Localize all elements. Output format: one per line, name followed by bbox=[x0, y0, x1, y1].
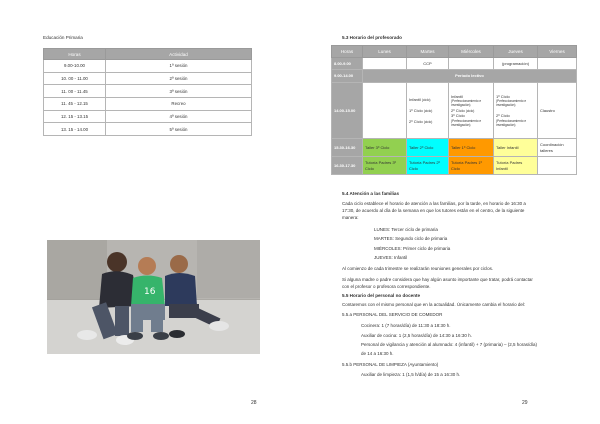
cell-miercoles-ciclos bbox=[449, 83, 494, 139]
activity-cell: 5ª sesión bbox=[106, 123, 252, 136]
col-header-miercoles: Miércoles bbox=[449, 46, 494, 58]
cell-programacion: (programación) bbox=[494, 58, 538, 70]
list-item: Auxiliar de cocina: 1 (2,5 horas/día) de 14:30 a 16:30 h. bbox=[361, 332, 472, 338]
text-line: Contaremos con el mismo personal que en la actualidad. Únicamente cambia el horario del: bbox=[342, 302, 526, 307]
tutoria-1-ciclo: Tutoría Padres 1º Ciclo bbox=[449, 157, 494, 175]
cell-claustro: Claustro bbox=[538, 83, 577, 139]
hour-cell: 16.30-17.30 bbox=[332, 157, 363, 175]
list-item: Cocinera: 1 (7 horas/día) de 11:30 a 18:30 h. bbox=[361, 323, 451, 328]
tutoria-infantil: Tutoría Padres Infantil bbox=[494, 157, 538, 175]
col-header-jueves: Jueves bbox=[494, 46, 538, 58]
table-row bbox=[44, 60, 252, 73]
list-item: LUNES: Tercer ciclo de primaria bbox=[374, 227, 438, 232]
taller-infantil: Taller Infantil bbox=[494, 139, 538, 157]
table-row bbox=[44, 98, 252, 111]
line: (ciclo) bbox=[423, 108, 433, 113]
text-line: Si alguna madre o padre considera que hay algún asunto importante que tratar, podrá contactar bbox=[342, 277, 533, 282]
table-row bbox=[44, 72, 252, 85]
line: 2º Ciclo bbox=[409, 118, 423, 124]
section-5-5-title: 5.5 Horario del personal no docente bbox=[342, 293, 421, 298]
paragraph-familias bbox=[342, 200, 526, 222]
table-row bbox=[44, 85, 252, 98]
text-line: Al comienzo de cada trimestre se realizarán reuniones generales por ciclos. bbox=[342, 266, 494, 271]
hour-cell: 10. 00 - 11.00 bbox=[44, 72, 106, 85]
cell-martes-ciclos bbox=[407, 83, 449, 139]
line: (Perfeccionamiento e investigación) bbox=[451, 99, 482, 108]
days-list bbox=[374, 225, 450, 263]
line: Infantil bbox=[451, 93, 463, 99]
text-line: manera: bbox=[342, 215, 359, 221]
line: (Perfeccionamiento e investigación) bbox=[496, 99, 527, 108]
cell-jueves-ciclos bbox=[494, 83, 538, 139]
col-header-horas: Horas bbox=[332, 46, 363, 58]
list-item: JUEVES: Infantil bbox=[374, 255, 408, 261]
svg-text:16: 16 bbox=[144, 287, 156, 297]
cell-empty bbox=[363, 58, 407, 70]
hour-cell: 14.00-15.00 bbox=[332, 83, 363, 139]
section-5-5-a-title bbox=[342, 311, 442, 318]
activity-cell: 2ª sesión bbox=[106, 72, 252, 85]
hour-cell: 11. 00 - 11.45 bbox=[44, 85, 106, 98]
table-row bbox=[332, 58, 577, 70]
cell-empty bbox=[449, 58, 494, 70]
hour-cell: 11. 45 - 12.15 bbox=[44, 98, 106, 111]
activity-cell: Recreo bbox=[106, 98, 252, 111]
list-item: MIÉRCOLES: Primer ciclo de primaria bbox=[374, 245, 451, 251]
text-line: 5.5.a PERSONAL DEL SERVICIO DE COMEDOR bbox=[342, 312, 443, 317]
hour-cell: 8.00-9.00 bbox=[332, 58, 363, 70]
children-photo bbox=[47, 240, 260, 354]
section-5-5-b-title bbox=[342, 361, 438, 368]
tutoria-3-ciclo: Tutoría Padres 3º Ciclo bbox=[363, 157, 407, 175]
line: (ciclo) bbox=[423, 119, 433, 124]
hour-cell: 12. 15 - 13.15 bbox=[44, 110, 106, 123]
list-item: MARTES: Segundo ciclo de primaria bbox=[374, 236, 448, 242]
line: (Perfeccionamiento e investigación) bbox=[451, 118, 482, 127]
paragraph-contacto bbox=[342, 276, 533, 290]
hour-cell: 13. 15 - 14.00 bbox=[44, 123, 106, 136]
taller-3-ciclo: Taller 3º Ciclo bbox=[363, 139, 407, 157]
cell-empty bbox=[363, 83, 407, 139]
hour-cell: 9.00-10.00 bbox=[44, 60, 106, 73]
table-row bbox=[332, 157, 577, 175]
page-number-right: 29 bbox=[522, 400, 528, 406]
table-row bbox=[44, 123, 252, 136]
list-item: de 14 a 16:30 h. bbox=[361, 350, 394, 356]
line: (Perfeccionamiento e investigación) bbox=[496, 118, 527, 127]
line: 1º Ciclo bbox=[496, 93, 510, 99]
paragraph-reuniones bbox=[342, 265, 493, 272]
table-row bbox=[332, 139, 577, 157]
line: Infantil bbox=[409, 97, 421, 103]
line: 2º Ciclo bbox=[451, 107, 465, 113]
teacher-schedule-table bbox=[331, 45, 577, 175]
list-item: Personal de vigilancia y atención al alumnado: 4 (infantil) + 7 (primaria) – (2,5 horas/día) bbox=[361, 342, 537, 348]
cell-ccp: CCP bbox=[407, 58, 449, 70]
activity-cell: 1ª sesión bbox=[106, 60, 252, 73]
line: 2º Ciclo bbox=[496, 113, 510, 119]
paragraph-personal bbox=[342, 301, 525, 308]
activity-cell: 4ª sesión bbox=[106, 110, 252, 123]
col-header-actividad: Actividad bbox=[106, 49, 252, 60]
table-row bbox=[332, 83, 577, 139]
activity-cell: 3ª sesión bbox=[106, 85, 252, 98]
taller-2-ciclo: Taller 2º Ciclo bbox=[407, 139, 449, 157]
text-line: 5.5.b PERSONAL DE LIMPIEZA (Ayuntamiento) bbox=[342, 362, 439, 367]
text-line: con el profesor o profesora correspondiente. bbox=[342, 284, 431, 290]
limpieza-line bbox=[361, 371, 460, 378]
hour-cell: 15.30-16.30 bbox=[332, 139, 363, 157]
periodo-lectivo-cell: Periodo lectivo bbox=[363, 70, 577, 83]
table-row bbox=[44, 110, 252, 123]
comedor-list bbox=[361, 321, 537, 357]
table-row bbox=[332, 70, 577, 83]
hour-cell: 9.00-14.00 bbox=[332, 70, 363, 83]
taller-1-ciclo: Taller 1º Ciclo bbox=[449, 139, 494, 157]
line: 1º Ciclo bbox=[409, 107, 423, 113]
section-5-4-title: 5.4 Atención a las familias bbox=[342, 191, 400, 196]
line: 3º Ciclo bbox=[451, 113, 465, 119]
left-page-header: Educación Primaria bbox=[43, 35, 83, 40]
list-item: Auxiliar de limpieza: 1 (1,5 h/día) de 15 a 16:30 h. bbox=[361, 372, 461, 377]
col-header-martes: Martes bbox=[407, 46, 449, 58]
page-number-left: 28 bbox=[251, 400, 257, 406]
tutoria-2-ciclo: Tutoría Padres 2º Ciclo bbox=[407, 157, 449, 175]
text-line: Cada ciclo establece el horario de atención a las familias, por la tarde, en horario de 16:30 a bbox=[342, 201, 526, 206]
col-header-horas: Horas bbox=[44, 49, 106, 60]
col-header-viernes: Viernes bbox=[538, 46, 577, 58]
school-schedule-table bbox=[43, 48, 252, 136]
col-header-lunes: Lunes bbox=[363, 46, 407, 58]
coordinacion-talleres: Coordinación talleres bbox=[538, 139, 577, 157]
cell-empty bbox=[538, 58, 577, 70]
line: (ciclo) bbox=[421, 98, 431, 103]
line: (ciclo) bbox=[465, 108, 475, 113]
text-line: 17:30, de acuerdo al día de la semana en que los tutores están en el centro, de la siguiente bbox=[342, 208, 525, 214]
cell-empty bbox=[538, 157, 577, 175]
section-5-3-title: 5.3 Horario del profesorado bbox=[342, 35, 402, 40]
